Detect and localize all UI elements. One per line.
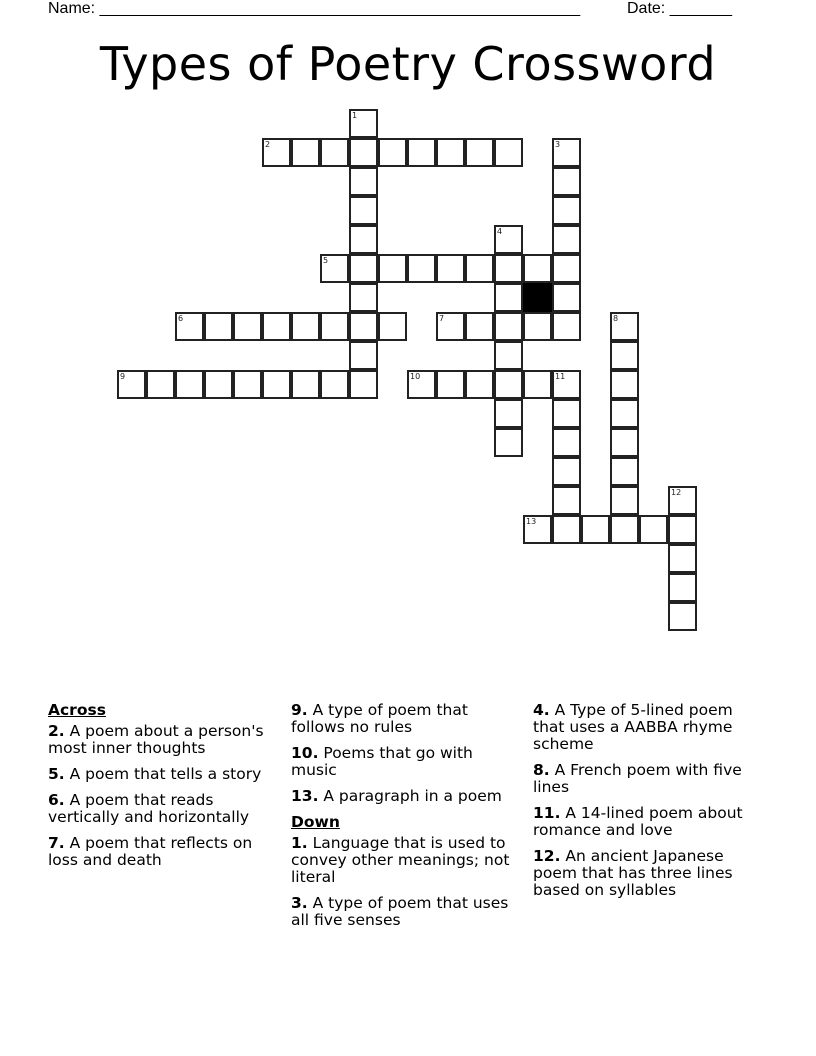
clue-across-5: 5. A poem that tells a story bbox=[48, 765, 262, 783]
grid-cell[interactable] bbox=[291, 370, 320, 399]
grid-cell[interactable] bbox=[465, 138, 494, 167]
grid-cell[interactable] bbox=[349, 225, 378, 254]
grid-cell[interactable] bbox=[291, 138, 320, 167]
clue-text: A type of poem that uses all five senses bbox=[291, 894, 509, 929]
clue-number: 10 bbox=[291, 744, 313, 762]
grid-cell[interactable] bbox=[204, 312, 233, 341]
grid-cell[interactable] bbox=[175, 370, 204, 399]
grid-cell[interactable] bbox=[436, 312, 465, 341]
clue-number-label: 12 bbox=[671, 488, 682, 497]
grid-cell[interactable] bbox=[262, 370, 291, 399]
grid-cell[interactable] bbox=[320, 370, 349, 399]
grid-cell[interactable] bbox=[494, 399, 523, 428]
grid-cell[interactable] bbox=[610, 341, 639, 370]
grid-cell[interactable] bbox=[407, 138, 436, 167]
grid-cell[interactable] bbox=[552, 138, 581, 167]
clue-number: 13 bbox=[291, 787, 313, 805]
clue-number: 11 bbox=[533, 804, 555, 822]
clue-number-label: 7 bbox=[439, 314, 445, 323]
clue-number: 5 bbox=[48, 765, 59, 783]
grid-cell[interactable] bbox=[523, 254, 552, 283]
grid-cell[interactable] bbox=[668, 515, 697, 544]
clue-number-label: 4 bbox=[497, 227, 503, 236]
grid-cell[interactable] bbox=[262, 312, 291, 341]
across-heading: Across bbox=[48, 701, 106, 719]
clue-text: A poem that tells a story bbox=[69, 765, 262, 783]
grid-cell[interactable] bbox=[320, 312, 349, 341]
grid-cell[interactable] bbox=[349, 312, 378, 341]
grid-cell[interactable] bbox=[465, 370, 494, 399]
clue-text: A French poem with five lines bbox=[533, 761, 742, 796]
grid-cell[interactable] bbox=[494, 341, 523, 370]
grid-cell[interactable] bbox=[668, 573, 697, 602]
clues-column-1 bbox=[48, 702, 278, 878]
grid-cell[interactable] bbox=[494, 312, 523, 341]
grid-cell[interactable] bbox=[233, 370, 262, 399]
clue-text: A paragraph in a poem bbox=[323, 787, 502, 805]
clue-down-4: 4. A Type of 5-lined poem that uses a AABBA rhyme scheme bbox=[533, 701, 733, 753]
grid-cell[interactable] bbox=[668, 486, 697, 515]
clue-down-12: 12. An ancient Japanese poem that has three lines based on syllables bbox=[533, 847, 733, 899]
grid-cell[interactable] bbox=[436, 254, 465, 283]
clue-text: A 14-lined poem about romance and love bbox=[533, 804, 743, 839]
grid-cell[interactable] bbox=[552, 254, 581, 283]
clue-number: 1 bbox=[291, 834, 302, 852]
grid-cell[interactable] bbox=[610, 370, 639, 399]
clues-column-2 bbox=[291, 702, 521, 938]
date-field-label: Date: _______ bbox=[627, 0, 732, 17]
grid-cell[interactable] bbox=[552, 167, 581, 196]
clue-number: 9 bbox=[291, 701, 302, 719]
grid-cell[interactable] bbox=[668, 544, 697, 573]
grid-cell[interactable] bbox=[581, 515, 610, 544]
grid-cell[interactable] bbox=[552, 428, 581, 457]
grid-cell[interactable] bbox=[552, 515, 581, 544]
clue-text: Language that is used to convey other meanings; not literal bbox=[291, 834, 510, 886]
clue-number-label: 11 bbox=[555, 372, 566, 381]
clue-text: A poem about a person's most inner thoughts bbox=[48, 722, 264, 757]
grid-cell[interactable] bbox=[494, 283, 523, 312]
grid-cell[interactable] bbox=[378, 254, 407, 283]
clue-number-label: 2 bbox=[265, 140, 271, 149]
clue-number: 6 bbox=[48, 791, 59, 809]
clue-number-label: 13 bbox=[526, 517, 537, 526]
grid-cell[interactable] bbox=[349, 370, 378, 399]
grid-cell[interactable] bbox=[523, 312, 552, 341]
clue-text: A Type of 5-lined poem that uses a AABBA rhyme scheme bbox=[533, 701, 733, 753]
clue-text: Poems that go with music bbox=[291, 744, 473, 779]
grid-cell[interactable] bbox=[146, 370, 175, 399]
grid-cell[interactable] bbox=[320, 138, 349, 167]
clue-across-10: 10. Poems that go with music bbox=[291, 744, 473, 779]
clue-across-13: 13. A paragraph in a poem bbox=[291, 787, 502, 805]
grid-cell[interactable] bbox=[552, 196, 581, 225]
clue-across-7: 7. A poem that reflects on loss and death bbox=[48, 834, 253, 869]
grid-cell[interactable] bbox=[552, 457, 581, 486]
grid-cell[interactable] bbox=[552, 399, 581, 428]
grid-cell[interactable] bbox=[610, 486, 639, 515]
clue-down-11: 11. A 14-lined poem about romance and love bbox=[533, 804, 743, 839]
clue-number-label: 10 bbox=[410, 372, 421, 381]
grid-cell[interactable] bbox=[204, 370, 233, 399]
grid-cell[interactable] bbox=[552, 225, 581, 254]
page-title: Types of Poetry Crossword bbox=[99, 37, 717, 91]
grid-cell[interactable] bbox=[494, 225, 523, 254]
grid-cell[interactable] bbox=[349, 196, 378, 225]
black-cell bbox=[523, 283, 552, 312]
clue-down-8: 8. A French poem with five lines bbox=[533, 761, 742, 796]
clue-number: 7 bbox=[48, 834, 59, 852]
clue-text: A poem that reads vertically and horizontally bbox=[48, 791, 250, 826]
clue-number-label: 3 bbox=[555, 140, 561, 149]
grid-cell[interactable] bbox=[407, 370, 436, 399]
clue-number-label: 9 bbox=[120, 372, 126, 381]
grid-cell[interactable] bbox=[291, 312, 320, 341]
grid-cell[interactable] bbox=[349, 138, 378, 167]
name-field-label: Name: ______________________________________________________ bbox=[48, 0, 581, 17]
clue-across-9: 9. A type of poem that follows no rules bbox=[291, 701, 468, 736]
clue-number: 4 bbox=[533, 701, 544, 719]
grid-cell[interactable] bbox=[494, 138, 523, 167]
clue-across-6: 6. A poem that reads vertically and horizontally bbox=[48, 791, 250, 826]
grid-cell[interactable] bbox=[349, 254, 378, 283]
clue-across-2: 2. A poem about a person's most inner thoughts bbox=[48, 722, 264, 757]
clue-text: A poem that reflects on loss and death bbox=[48, 834, 253, 869]
grid-cell[interactable] bbox=[494, 370, 523, 399]
grid-cell[interactable] bbox=[320, 254, 349, 283]
grid-cell[interactable] bbox=[349, 341, 378, 370]
grid-cell[interactable] bbox=[436, 370, 465, 399]
grid-cell[interactable] bbox=[262, 138, 291, 167]
clue-number-label: 5 bbox=[323, 256, 329, 265]
clue-number-label: 6 bbox=[178, 314, 184, 323]
grid-cell[interactable] bbox=[610, 399, 639, 428]
grid-cell[interactable] bbox=[552, 370, 581, 399]
grid-cell[interactable] bbox=[465, 312, 494, 341]
grid-cell[interactable] bbox=[378, 312, 407, 341]
grid-cell[interactable] bbox=[552, 283, 581, 312]
grid-cell[interactable] bbox=[233, 312, 262, 341]
grid-cell[interactable] bbox=[117, 370, 146, 399]
grid-cell[interactable] bbox=[349, 167, 378, 196]
grid-cell[interactable] bbox=[349, 283, 378, 312]
clue-number: 12 bbox=[533, 847, 555, 865]
clue-text: A type of poem that follows no rules bbox=[291, 701, 468, 736]
grid-cell[interactable] bbox=[610, 312, 639, 341]
clue-number: 2 bbox=[48, 722, 59, 740]
clue-number: 8 bbox=[533, 761, 544, 779]
clue-number: 3 bbox=[291, 894, 302, 912]
clue-down-1: 1. Language that is used to convey other meanings; not literal bbox=[291, 834, 510, 886]
grid-cell[interactable] bbox=[407, 254, 436, 283]
grid-cell[interactable] bbox=[494, 254, 523, 283]
grid-cell[interactable] bbox=[552, 486, 581, 515]
clues-column-3 bbox=[533, 702, 768, 908]
grid-cell[interactable] bbox=[494, 428, 523, 457]
grid-cell[interactable] bbox=[349, 109, 378, 138]
down-heading: Down bbox=[291, 813, 340, 831]
clue-number-label: 1 bbox=[352, 111, 358, 120]
grid-cell[interactable] bbox=[610, 515, 639, 544]
grid-cell[interactable] bbox=[175, 312, 204, 341]
grid-cell[interactable] bbox=[436, 138, 465, 167]
grid-cell[interactable] bbox=[523, 370, 552, 399]
clue-down-3: 3. A type of poem that uses all five senses bbox=[291, 894, 509, 929]
grid-cell[interactable] bbox=[610, 457, 639, 486]
clue-number-label: 8 bbox=[613, 314, 619, 323]
grid-cell[interactable] bbox=[610, 428, 639, 457]
grid-cell[interactable] bbox=[668, 602, 697, 631]
grid-cell[interactable] bbox=[378, 138, 407, 167]
clue-text: An ancient Japanese poem that has three lines based on syllables bbox=[533, 847, 733, 899]
grid-cell[interactable] bbox=[465, 254, 494, 283]
grid-cell[interactable] bbox=[552, 312, 581, 341]
grid-cell[interactable] bbox=[639, 515, 668, 544]
grid-cell[interactable] bbox=[523, 515, 552, 544]
